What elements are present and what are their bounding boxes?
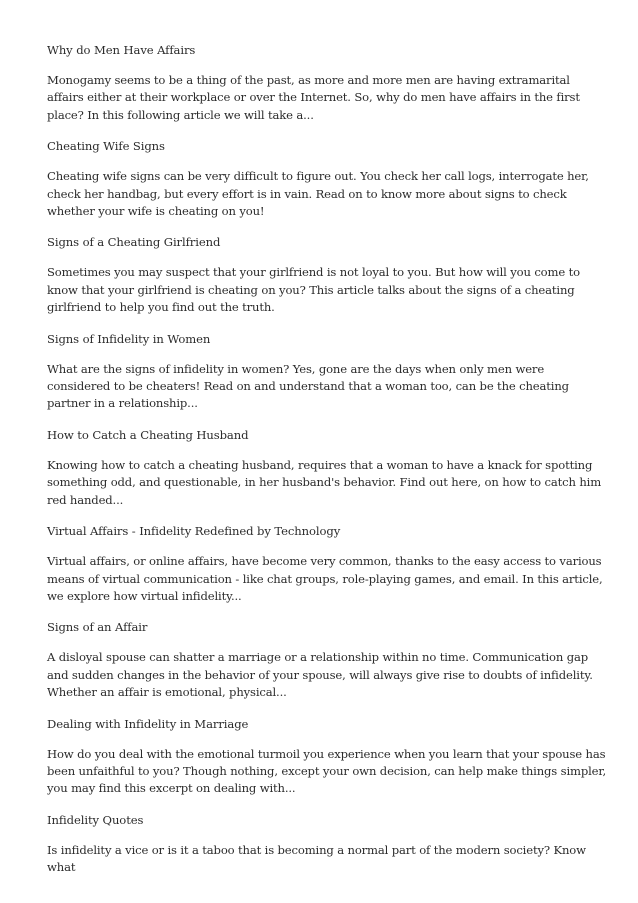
article-title[interactable]: Why do Men Have Affairs [47, 43, 196, 57]
article-title[interactable]: Signs of an Affair [47, 620, 148, 635]
article-title[interactable]: How to Catch a Cheating Husband [47, 427, 249, 442]
article-entry [47, 715, 607, 798]
article-entry [47, 233, 607, 316]
article-summary: Virtual affairs, or online affairs, have become very common, thanks to the easy access to various means of virtual communication - like chat groups, role-playing games, and email. In this article, we explore how virtual infidelity... [47, 554, 603, 603]
document-page [47, 41, 607, 890]
article-title[interactable]: Dealing with Infidelity in Marriage [47, 716, 249, 731]
article-entry [47, 811, 607, 877]
article-summary: What are the signs of infidelity in women? Yes, gone are the days when only men were considered to be cheaters! Read on and understand that a woman too, can be the cheating partner in a relationship... [47, 361, 569, 411]
article-entry [47, 522, 607, 605]
article-entry [47, 618, 607, 701]
article-summary: Monogamy seems to be a thing of the past, as more and more men are having extramarital affairs either at their workplace or over the Internet. So, why do men have affairs in the first place? In this following article we will take a... [47, 73, 580, 122]
article-entry [47, 137, 607, 220]
article-summary: Knowing how to catch a cheating husband, requires that a woman to have a knack for spotting something odd, and questionable, in her husband's behavior. Find out here, on how to catch him red handed... [47, 457, 602, 507]
article-title[interactable]: Infidelity Quotes [47, 812, 144, 827]
article-summary: How do you deal with the emotional turmoil you experience when you learn that your spouse has been unfaithful to you? Though nothing, except your own decision, can help make things simpler, you may find this excerpt on dealing with... [47, 746, 607, 796]
article-summary: Cheating wife signs can be very difficult to figure out. You check her call logs, interrogate her, check her handbag, but every effort is in vain. Read on to know more about signs to check whether your wife is cheating on you! [47, 169, 589, 219]
article-summary: Sometimes you may suspect that your girlfriend is not loyal to you. But how will you come to know that your girlfriend is cheating on you? This article talks about the signs of a cheating girlfriend to help you find out the truth. [47, 265, 580, 315]
article-summary: A disloyal spouse can shatter a marriage or a relationship within no time. Communication gap and sudden changes in the behavior of your spouse, will always give rise to doubts of infidelity. Whether an affair is emotional, physical... [47, 650, 593, 700]
article-summary: Is infidelity a vice or is it a taboo that is becoming a normal part of the modern society? Know what [47, 842, 586, 875]
article-title[interactable]: Signs of a Cheating Girlfriend [47, 235, 221, 250]
article-entry [47, 41, 607, 124]
article-entry [47, 426, 607, 509]
article-title[interactable]: Signs of Infidelity in Women [47, 331, 211, 346]
article-title[interactable]: Cheating Wife Signs [47, 139, 165, 154]
article-title[interactable]: Virtual Affairs - Infidelity Redefined by Technology [47, 524, 341, 539]
article-entry [47, 330, 607, 413]
